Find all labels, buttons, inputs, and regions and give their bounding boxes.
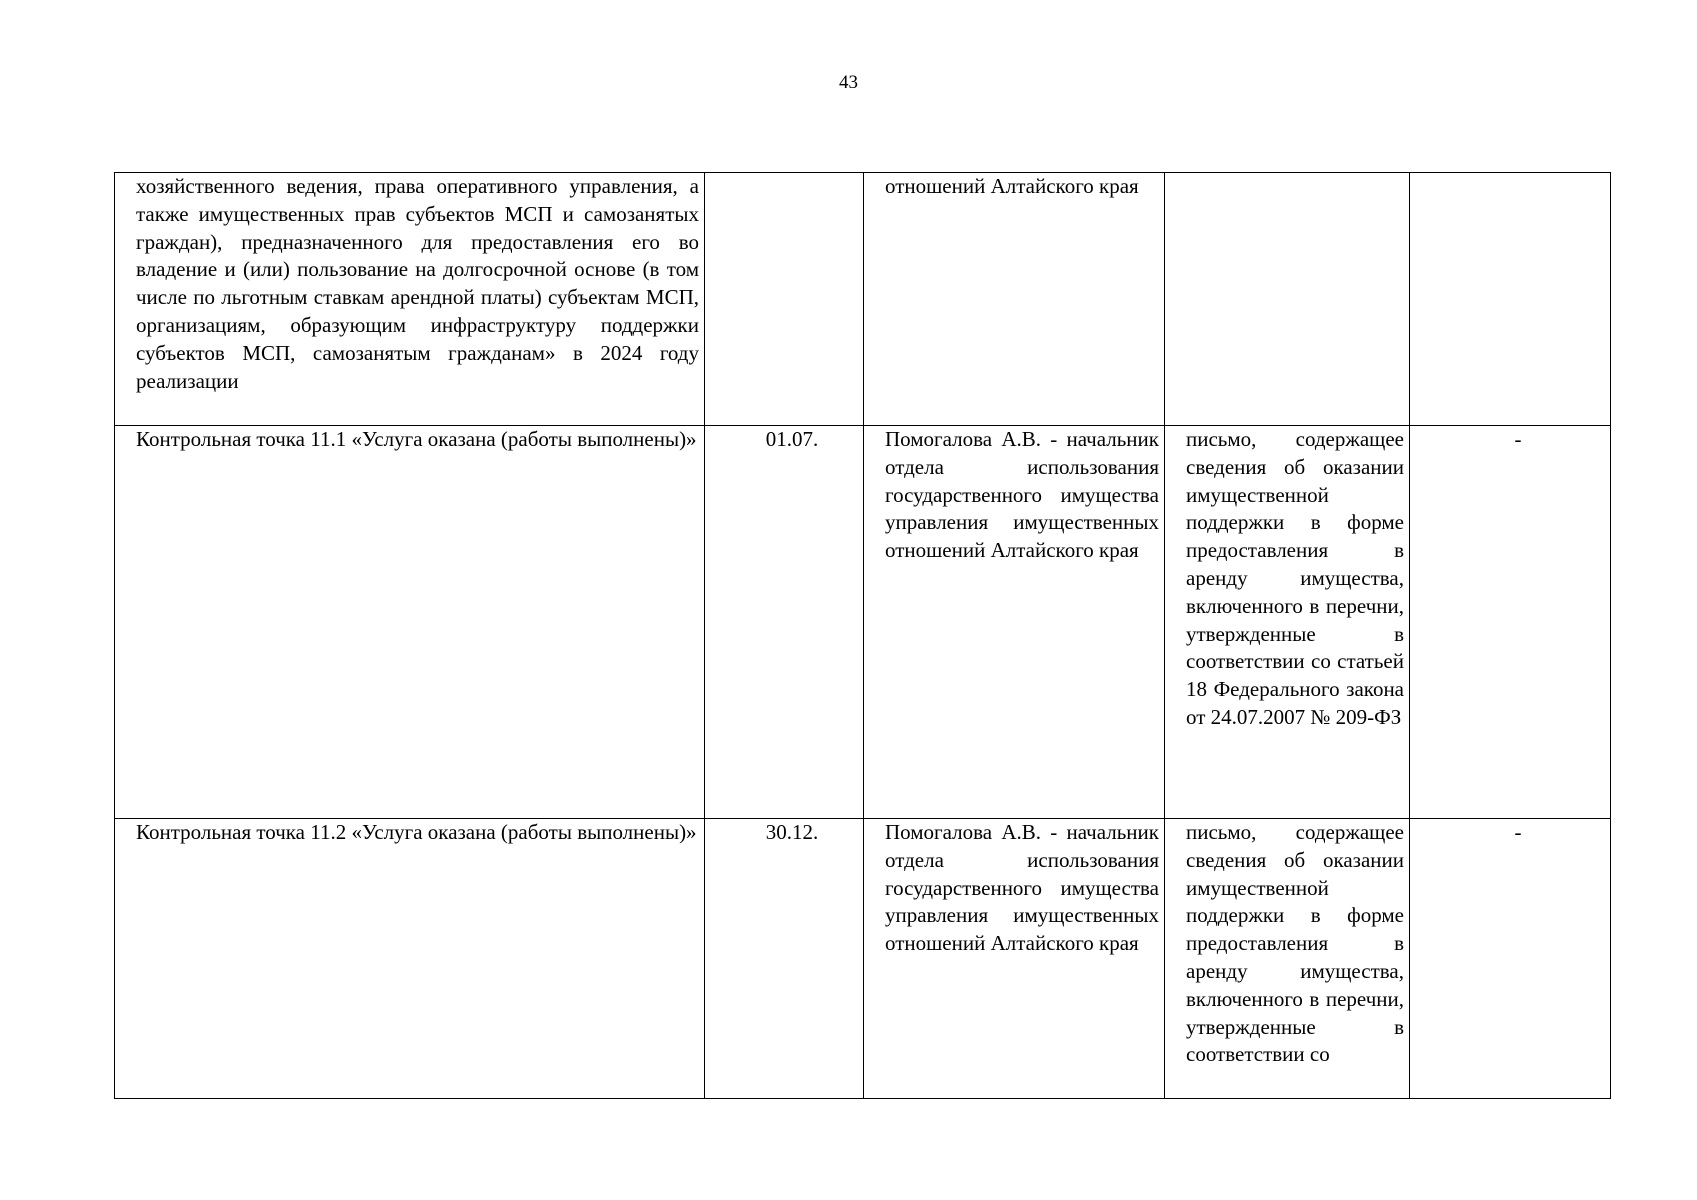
responsible-cell: [864, 426, 1165, 819]
responsible-text: Помогалова А.В. - начальник отдела использования государственного имущества управления имущественных отношений Алтайского края: [885, 820, 1159, 956]
note-cell: [1410, 173, 1611, 426]
task-text: Контрольная точка 11.1 «Услуга оказана (работы выполнены)»: [136, 427, 697, 451]
responsible-cell: [864, 173, 1165, 426]
note-cell: [1410, 819, 1611, 1099]
date-cell: [705, 819, 864, 1099]
document-cell: [1165, 173, 1410, 426]
date-cell: [705, 173, 864, 426]
page-number: 43: [839, 72, 858, 93]
table-row: [115, 819, 1611, 1099]
responsible-text: отношений Алтайского края: [885, 174, 1139, 198]
date-text: 01.07.: [765, 427, 819, 451]
responsible-text: Помогалова А.В. - начальник отдела использования государственного имущества управления имущественных отношений Алтайского края: [885, 427, 1159, 563]
note-text: -: [1514, 820, 1522, 844]
table-row: [115, 426, 1611, 819]
document-cell: [1165, 819, 1410, 1099]
document-text: письмо, содержащее сведения об оказании имущественной поддержки в форме предоставления в аренду имущества, включенного в перечни, утвержденные в соответствии со статьей 18 Федерального закона от 24.07.2007 № 209-ФЗ: [1186, 427, 1404, 729]
task-cell: [115, 173, 705, 426]
document-cell: [1165, 426, 1410, 819]
task-cell: [115, 819, 705, 1099]
document-text: письмо, содержащее сведения об оказании имущественной поддержки в форме предоставления в аренду имущества, включенного в перечни, утвержденные в соответствии со: [1186, 820, 1404, 1067]
date-cell: [705, 426, 864, 819]
table-row: [115, 173, 1611, 426]
task-text: хозяйственного ведения, права оперативного управления, а также имущественных прав субъектов МСП и самозанятых граждан), предназначенного для предоставления его во владение и (или) пользование на долгосрочной основе (в том числе по льготным ставкам арендной платы) субъектам МСП, организациям, образующим инфраструктуру поддержки субъектов МСП, самозанятым гражданам» в 2024 году реализации: [136, 174, 699, 393]
responsible-cell: [864, 819, 1165, 1099]
note-text: -: [1514, 427, 1522, 451]
date-text: 30.12.: [765, 820, 819, 844]
note-cell: [1410, 426, 1611, 819]
task-text: Контрольная точка 11.2 «Услуга оказана (работы выполнены)»: [136, 820, 697, 844]
document-table: [114, 172, 1611, 1099]
task-cell: [115, 426, 705, 819]
